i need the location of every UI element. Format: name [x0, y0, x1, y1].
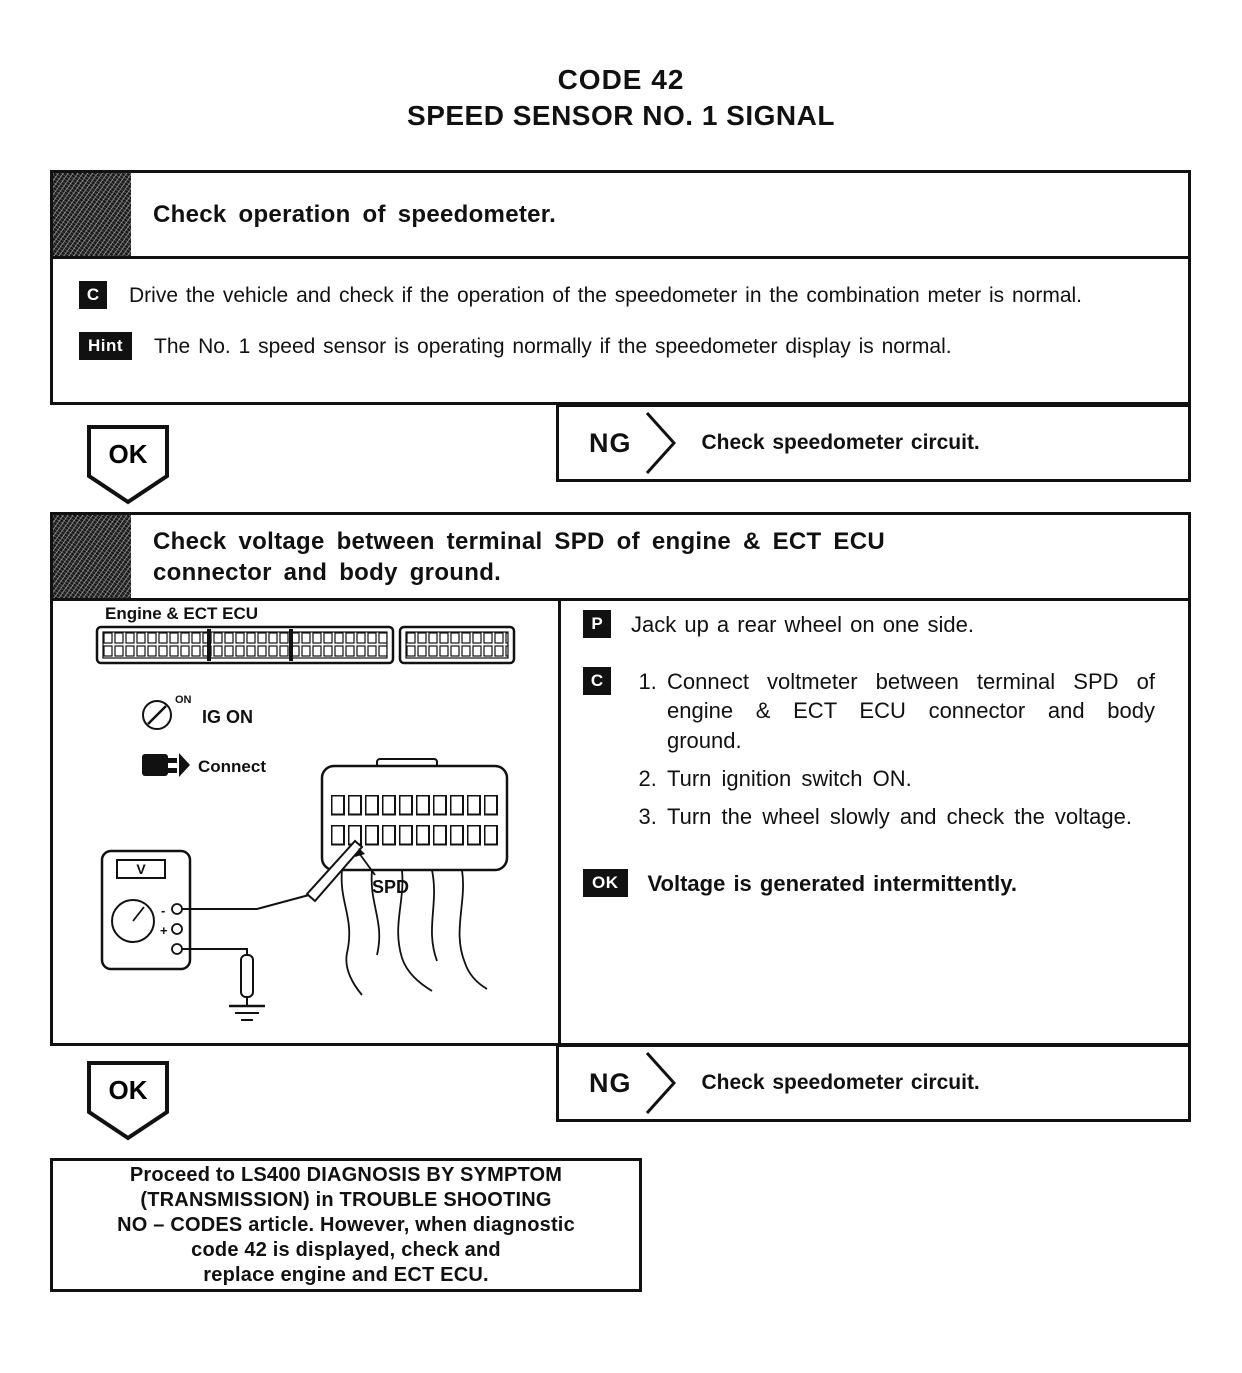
- step1-body: [53, 259, 1188, 384]
- ng-instruction: Check speedometer circuit.: [701, 431, 980, 454]
- result-line: Proceed to LS400 DIAGNOSIS BY SYMPTOM: [129, 1163, 563, 1186]
- step1-hint-text: The No. 1 speed sensor is operating normally if the speedometer display is normal.: [154, 335, 952, 359]
- ng-instruction: Check speedometer circuit.: [701, 1071, 980, 1094]
- step1-box: [50, 170, 1191, 405]
- svg-text:+: +: [160, 923, 168, 938]
- step2-ok-text: Voltage is generated intermittently.: [647, 871, 1017, 897]
- wiring-figure: [57, 603, 557, 1046]
- ng-label: NG: [589, 427, 632, 458]
- result-box: [50, 1158, 642, 1292]
- harness-wires: [342, 870, 487, 995]
- result-line: replace engine and ECT ECU.: [203, 1263, 489, 1286]
- step2-instructions: [583, 610, 1155, 926]
- title-signal: SPEED SENSOR NO. 1 SIGNAL: [407, 100, 835, 131]
- chevron-right-icon: [644, 1051, 678, 1115]
- voltmeter-v-label: V: [136, 861, 146, 877]
- step1-header-text: [153, 173, 1178, 256]
- step2-header: [53, 515, 1188, 601]
- step2-number-block: [53, 515, 131, 598]
- spd-label: SPD: [372, 877, 410, 897]
- step2-box: [50, 512, 1191, 1046]
- ground-symbol: [229, 1006, 265, 1020]
- chevron-right-icon: [644, 411, 678, 475]
- step2-prepare-item: [583, 610, 1155, 641]
- ok-arrow-1: [86, 424, 170, 506]
- step2-header-line1: Check voltage between terminal SPD of engine & ECT ECU: [153, 527, 886, 555]
- check-steps-list: [631, 667, 1155, 839]
- check-badge: C: [79, 281, 107, 309]
- panel-divider: [558, 601, 561, 1043]
- step1-header-line: Check operation of speedometer.: [153, 201, 557, 228]
- ok-arrow-label: OK: [108, 1075, 148, 1105]
- connect-label: Connect: [198, 757, 266, 776]
- test-leads: [182, 895, 309, 955]
- result-line: (TRANSMISSION) in TROUBLE SHOOTING: [140, 1188, 552, 1211]
- ground-probe: [241, 955, 253, 1006]
- step2-ok-item: [583, 869, 1155, 900]
- step2-header-line2: connector and body ground.: [153, 558, 502, 586]
- figure-label: Engine & ECT ECU: [105, 604, 259, 623]
- page-title: [0, 64, 1242, 132]
- step1-number-block: [53, 173, 131, 256]
- ng-branch-2: [556, 1044, 1191, 1122]
- voltmeter: [102, 851, 190, 969]
- ok-badge: OK: [583, 869, 628, 897]
- prepare-badge: P: [583, 610, 611, 638]
- step2-prepare-text: Jack up a rear wheel on one side.: [631, 612, 974, 637]
- result-line: NO – CODES article. However, when diagnostic: [117, 1213, 575, 1236]
- step2-header-text: [153, 515, 1178, 598]
- connect-icon: [142, 753, 190, 777]
- check-step-3: 3. Turn the wheel slowly and check the voltage.: [667, 802, 1155, 832]
- check-step-2: 2. Turn ignition switch ON.: [667, 764, 1155, 794]
- check-badge: C: [583, 667, 611, 695]
- hint-badge: Hint: [79, 332, 132, 360]
- step1-hint-item: [79, 332, 1160, 361]
- ng-branch-1: [556, 404, 1191, 482]
- title-code: CODE 42: [557, 64, 685, 95]
- step1-check-item: [79, 281, 1160, 310]
- check-step-1: 1. Connect voltmeter between terminal SPD of engine & ECT ECU connector and body ground.: [667, 667, 1155, 756]
- ecu-connector-strip: [97, 627, 514, 663]
- ok-arrow-2: [86, 1060, 170, 1142]
- ok-arrow-label: OK: [108, 439, 148, 469]
- on-label: ON: [175, 694, 192, 706]
- step2-check-item: [583, 667, 1155, 839]
- ng-label: NG: [589, 1067, 632, 1098]
- ig-on-label: IG ON: [202, 707, 254, 727]
- result-line: code 42 is displayed, check and: [191, 1238, 501, 1261]
- step1-check-text: Drive the vehicle and check if the operation of the speedometer in the combination meter is normal.: [129, 284, 1082, 307]
- step1-header: [53, 173, 1188, 259]
- svg-text:-: -: [161, 903, 166, 918]
- ignition-icon: [143, 694, 192, 729]
